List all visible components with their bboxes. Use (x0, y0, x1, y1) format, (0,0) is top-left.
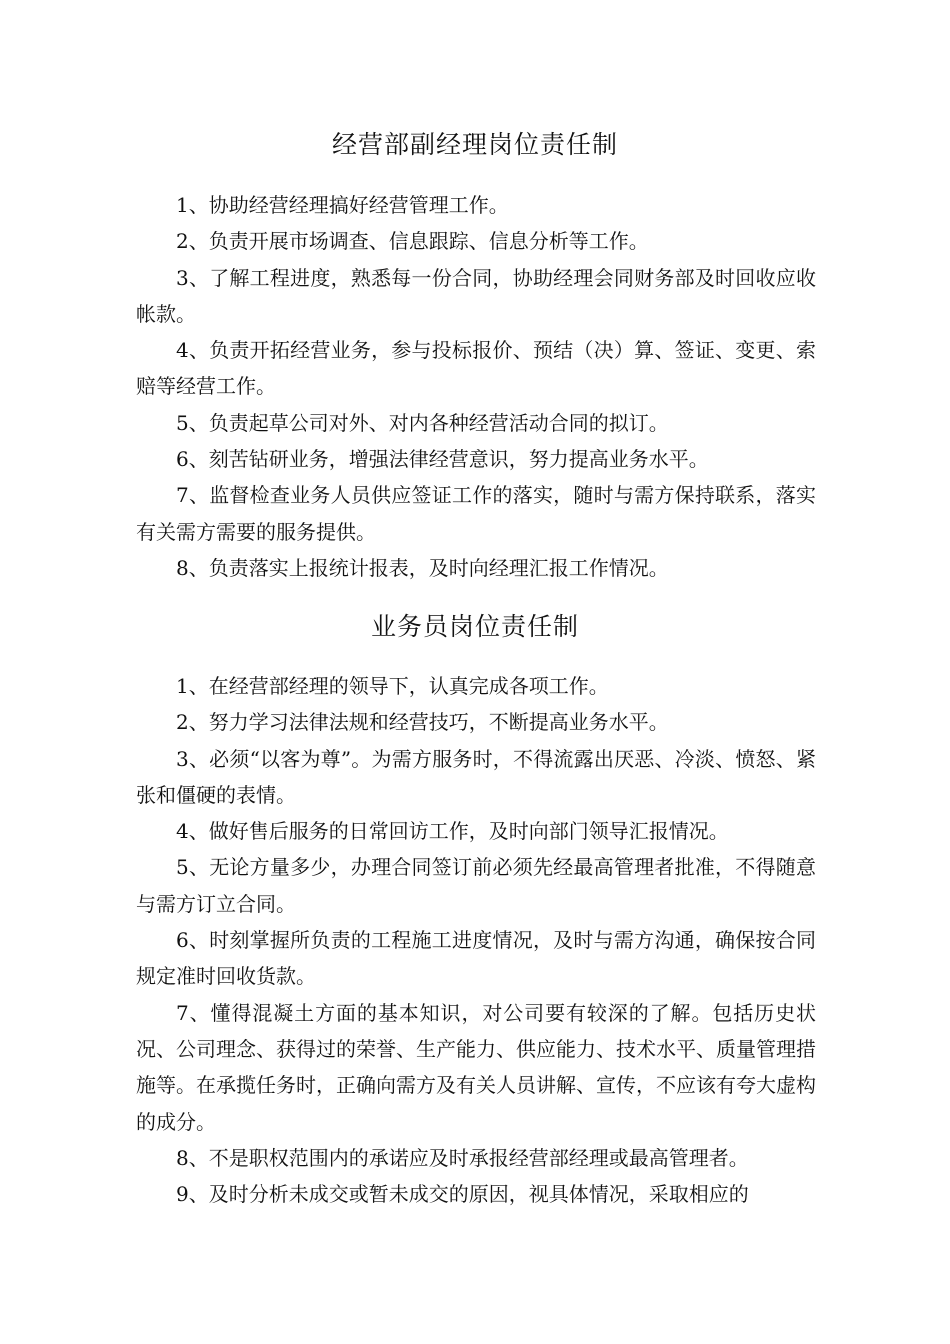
duty-item: 4、负责开拓经营业务，参与投标报价、预结（决）算、签证、变更、索赔等经营工作。 (136, 338, 816, 399)
duty-item: 2、努力学习法律法规和经营技巧，不断提高业务水平。 (176, 710, 669, 735)
section-title-deputy-manager: 经营部副经理岗位责任制 (331, 130, 618, 159)
duty-item: 2、负责开展市场调查、信息跟踪、信息分析等工作。 (176, 229, 649, 254)
duty-item: 9、及时分析未成交或暂未成交的原因，视具体情况，采取相应的 (176, 1182, 749, 1207)
duty-item: 1、在经营部经理的领导下，认真完成各项工作。 (176, 674, 609, 698)
duty-item: 3、必须“以客为尊”。为需方服务时，不得流露出厌恶、冷淡、愤怒、紧张和僵硬的表情。 (136, 746, 816, 807)
section-title-salesperson: 业务员岗位责任制 (370, 612, 579, 641)
duty-item: 1、协助经营经理搞好经营管理工作。 (176, 193, 509, 217)
duty-item: 8、负责落实上报统计报表，及时向经理汇报工作情况。 (176, 555, 669, 580)
deputy-manager-duties (136, 187, 816, 586)
duty-item: 3、了解工程进度，熟悉每一份合同，协助经理会同财务部及时回收应收帐款。 (136, 265, 816, 326)
duty-item: 4、做好售后服务的日常回访工作，及时向部门领导汇报情况。 (176, 819, 729, 844)
duty-item: 5、无论方量多少，办理合同签订前必须先经最高管理者批准，不得随意与需方订立合同。 (136, 855, 816, 916)
salesperson-duties (136, 668, 816, 1212)
duty-item: 8、不是职权范围内的承诺应及时承报经营部经理或最高管理者。 (176, 1145, 749, 1170)
duty-item: 5、负责起草公司对外、对内各种经营活动合同的拟订。 (176, 410, 669, 435)
duty-item: 6、刻苦钻研业务，增强法律经营意识，努力提高业务水平。 (176, 447, 709, 472)
duty-item: 7、监督检查业务人员供应签证工作的落实，随时与需方保持联系，落实有关需方需要的服务提供。 (136, 483, 816, 544)
duty-item: 7、懂得混凝土方面的基本知识，对公司要有较深的了解。包括历史状况、公司理念、获得过的荣誉、生产能力、供应能力、技术水平、质量管理措施等。在承揽任务时，正确向需方及有关人员讲解、宣传，不应该有夸大虚构的成分。 (136, 1000, 816, 1134)
duty-item: 6、时刻掌握所负责的工程施工进度情况，及时与需方沟通，确保按合同规定准时回收货款。 (136, 928, 816, 989)
